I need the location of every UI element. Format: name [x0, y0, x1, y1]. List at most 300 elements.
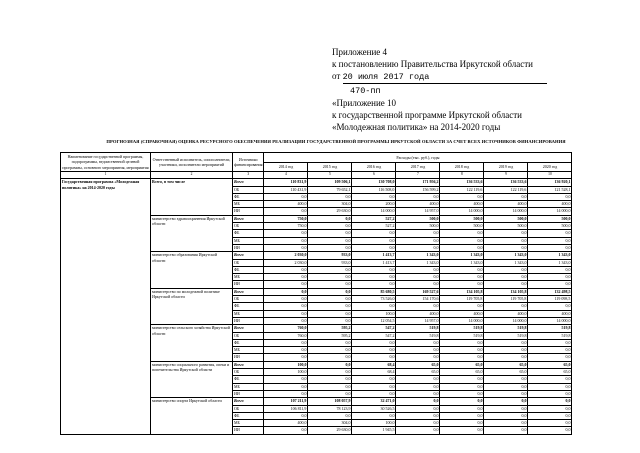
value-cell: 0,0: [352, 376, 396, 383]
value-cell: 0,0: [308, 412, 352, 419]
value-cell: 100,0: [264, 369, 308, 376]
value-cell: 0,0: [440, 339, 484, 346]
value-cell: 78 123,9: [308, 405, 352, 412]
value-cell: 119 705,8: [484, 296, 528, 303]
value-cell: 85 680,5: [352, 288, 396, 295]
value-cell: 0,0: [308, 303, 352, 310]
value-cell: 0,0: [308, 361, 352, 368]
value-cell: 169 527,6: [396, 288, 440, 295]
source-cell: МБ: [233, 237, 264, 244]
executor-cell: Всего, в том числе: [151, 179, 233, 215]
value-cell: 0,0: [440, 427, 484, 434]
value-cell: 0,0: [264, 383, 308, 390]
value-cell: 400,0: [396, 201, 440, 208]
value-cell: 500,0: [396, 223, 440, 230]
value-cell: 750,0: [264, 223, 308, 230]
value-cell: 0,0: [352, 347, 396, 354]
value-cell: 0,0: [440, 237, 484, 244]
source-cell: МБ: [233, 347, 264, 354]
source-cell: Всего: [233, 215, 264, 222]
table-body: [61, 179, 572, 434]
value-cell: 0,0: [440, 412, 484, 419]
value-cell: 0,0: [396, 303, 440, 310]
value-cell: 0,0: [308, 266, 352, 273]
appendix-number: Приложение 4: [332, 47, 388, 57]
resource-table: [60, 152, 572, 435]
value-cell: 519,8: [484, 325, 528, 332]
value-cell: 0,0: [484, 347, 528, 354]
value-cell: 0,0: [440, 281, 484, 288]
value-cell: 0,0: [396, 193, 440, 200]
value-cell: 0,0: [308, 390, 352, 397]
value-cell: 500,0: [484, 223, 528, 230]
decree-reference: к постановлению Правительства Иркутской области: [332, 59, 533, 69]
value-cell: 0,0: [484, 412, 528, 419]
value-cell: 400,0: [484, 201, 528, 208]
executor-cell: министерство образования Иркутской области: [151, 252, 233, 288]
year-header: 2017 год: [396, 162, 440, 172]
value-cell: 0,0: [396, 405, 440, 412]
source-cell: ФБ: [233, 193, 264, 200]
value-cell: 154 170,6: [396, 296, 440, 303]
value-cell: 0,0: [396, 266, 440, 273]
value-cell: 119 098,5: [528, 296, 572, 303]
value-cell: 500,0: [440, 223, 484, 230]
value-cell: 130 708,0: [352, 179, 396, 186]
value-cell: 0,0: [308, 354, 352, 361]
value-cell: 0,0: [528, 390, 572, 397]
value-cell: 760,0: [264, 332, 308, 339]
col-header-expenses: Расходы (тыс. руб.), годы: [264, 153, 572, 163]
col-header-source: Источники финансирования: [233, 153, 264, 172]
value-cell: 0,0: [484, 420, 528, 427]
value-cell: 0,0: [484, 266, 528, 273]
value-cell: 1 343,0: [396, 259, 440, 266]
program-reference: к государственной программе Иркутской области: [332, 110, 523, 120]
decree-number-line: [332, 84, 632, 97]
value-cell: 0,0: [528, 339, 572, 346]
value-cell: 106 811,9: [264, 405, 308, 412]
source-cell: ИИ: [233, 427, 264, 434]
value-cell: 595,2: [308, 332, 352, 339]
source-cell: ФБ: [233, 339, 264, 346]
year-header: 2020 год: [528, 162, 572, 172]
source-cell: ФБ: [233, 412, 264, 419]
value-cell: 136 533,6: [484, 179, 528, 186]
value-cell: 519,8: [396, 325, 440, 332]
value-cell: 29 630,0: [308, 427, 352, 434]
value-cell: 0,0: [396, 244, 440, 251]
value-cell: 100,0: [264, 361, 308, 368]
value-cell: 0,0: [396, 412, 440, 419]
value-cell: 500,0: [484, 215, 528, 222]
value-cell: 0,0: [440, 347, 484, 354]
value-cell: 0,0: [352, 281, 396, 288]
value-cell: 0,0: [484, 390, 528, 397]
value-cell: 122 119,6: [484, 186, 528, 193]
value-cell: 32 471,0: [352, 398, 396, 405]
value-cell: 0,0: [308, 288, 352, 295]
year-header: 2015 год: [308, 162, 352, 172]
value-cell: 1 343,0: [528, 252, 572, 259]
value-cell: 110 431,9: [264, 186, 308, 193]
value-cell: 65,0: [396, 369, 440, 376]
value-cell: 156 599,2: [396, 186, 440, 193]
value-cell: 547,2: [352, 325, 396, 332]
value-cell: 0,0: [308, 339, 352, 346]
column-index: 9: [484, 172, 528, 179]
value-cell: 519,8: [528, 325, 572, 332]
value-cell: 68,4: [352, 361, 396, 368]
source-cell: ФБ: [233, 230, 264, 237]
value-cell: 0,0: [352, 339, 396, 346]
value-cell: 500,0: [528, 223, 572, 230]
value-cell: 0,0: [308, 369, 352, 376]
value-cell: 0,0: [440, 193, 484, 200]
value-cell: 304,0: [308, 201, 352, 208]
value-cell: 0,0: [484, 230, 528, 237]
value-cell: 0,0: [528, 244, 572, 251]
value-cell: 0,0: [484, 274, 528, 281]
value-cell: 0,0: [440, 274, 484, 281]
table-row: [61, 179, 572, 186]
value-cell: 0,0: [528, 266, 572, 273]
column-index: 2: [151, 172, 233, 179]
value-cell: 171 956,2: [396, 179, 440, 186]
value-cell: 0,0: [396, 230, 440, 237]
column-index: 1: [61, 172, 151, 179]
value-cell: 500,0: [440, 215, 484, 222]
value-cell: 1 945,5: [352, 427, 396, 434]
source-cell: ОБ: [233, 259, 264, 266]
executor-cell: министерство сельского хозяйства Иркутской области: [151, 325, 233, 361]
value-cell: 134 105,8: [484, 288, 528, 295]
value-cell: 132 498,5: [528, 288, 572, 295]
executor-cell: министерство социального развития, опеки и попечительства Иркутской области: [151, 361, 233, 397]
source-cell: ОБ: [233, 405, 264, 412]
source-cell: ФБ: [233, 303, 264, 310]
decree-number: 470-пп: [350, 86, 381, 96]
value-cell: 0,0: [396, 339, 440, 346]
value-cell: 0,0: [264, 193, 308, 200]
value-cell: 0,0: [264, 296, 308, 303]
value-cell: 0,0: [308, 274, 352, 281]
value-cell: 0,0: [308, 230, 352, 237]
value-cell: 0,0: [440, 244, 484, 251]
value-cell: 0,0: [308, 383, 352, 390]
value-cell: 0,0: [484, 193, 528, 200]
col-header-executor: Ответственный исполнитель, соисполнители, участники, исполнители мероприятий: [151, 153, 233, 172]
value-cell: 100,0: [352, 420, 396, 427]
value-cell: 0,0: [308, 215, 352, 222]
value-cell: 65,0: [396, 361, 440, 368]
value-cell: 519,8: [484, 332, 528, 339]
value-cell: 500,0: [528, 215, 572, 222]
value-cell: 0,0: [352, 390, 396, 397]
value-cell: 0,0: [352, 303, 396, 310]
value-cell: 933,0: [308, 252, 352, 259]
value-cell: 0,0: [352, 354, 396, 361]
value-cell: 547,2: [352, 332, 396, 339]
program-name: «Молодежная политика» на 2014-2020 годы: [332, 122, 501, 132]
executor-cell: министерство по молодежной политике Иркутской области: [151, 288, 233, 324]
source-cell: Всего: [233, 361, 264, 368]
value-cell: 519,8: [396, 332, 440, 339]
source-cell: ИИ: [233, 390, 264, 397]
column-index: 6: [352, 172, 396, 179]
value-cell: 100,0: [352, 310, 396, 317]
value-cell: 0,0: [352, 383, 396, 390]
value-cell: 1 343,0: [484, 259, 528, 266]
value-cell: 0,0: [528, 237, 572, 244]
source-cell: ИИ: [233, 244, 264, 251]
value-cell: 0,0: [396, 274, 440, 281]
value-cell: 0,0: [264, 412, 308, 419]
source-cell: ОБ: [233, 369, 264, 376]
value-cell: 0,0: [440, 383, 484, 390]
value-cell: 14 000,0: [440, 208, 484, 215]
value-cell: 119 705,8: [440, 296, 484, 303]
value-cell: 0,0: [264, 281, 308, 288]
value-cell: 107 211,9: [264, 398, 308, 405]
value-cell: 0,0: [264, 310, 308, 317]
value-cell: 0,0: [528, 274, 572, 281]
value-cell: 500,0: [396, 215, 440, 222]
decree-header: [332, 46, 632, 133]
column-index: 5: [308, 172, 352, 179]
value-cell: 1 343,0: [440, 252, 484, 259]
value-cell: 0,0: [352, 244, 396, 251]
value-cell: 0,0: [308, 317, 352, 324]
source-cell: ФБ: [233, 266, 264, 273]
value-cell: 73 526,0: [352, 296, 396, 303]
value-cell: 1 343,0: [484, 252, 528, 259]
value-cell: 0,0: [264, 288, 308, 295]
value-cell: 12 054,5: [352, 317, 396, 324]
year-header: 2014 год: [264, 162, 308, 172]
column-index: 7: [396, 172, 440, 179]
year-header: 2018 год: [440, 162, 484, 172]
value-cell: 0,0: [528, 193, 572, 200]
value-cell: 0,0: [528, 347, 572, 354]
value-cell: 0,0: [484, 244, 528, 251]
value-cell: 0,0: [264, 390, 308, 397]
column-index: 10: [528, 172, 572, 179]
value-cell: 0,0: [528, 398, 572, 405]
source-cell: Всего: [233, 288, 264, 295]
value-cell: 0,0: [440, 354, 484, 361]
value-cell: 0,0: [308, 347, 352, 354]
value-cell: 0,0: [484, 281, 528, 288]
value-cell: 400,0: [440, 310, 484, 317]
value-cell: 0,0: [308, 193, 352, 200]
value-cell: 0,0: [396, 347, 440, 354]
value-cell: 0,0: [396, 354, 440, 361]
value-cell: 0,0: [264, 266, 308, 273]
value-cell: 400,0: [484, 310, 528, 317]
value-cell: 110 831,9: [264, 179, 308, 186]
value-cell: 0,0: [264, 347, 308, 354]
value-cell: 108 057,9: [308, 398, 352, 405]
value-cell: 0,0: [264, 376, 308, 383]
value-cell: 200,0: [352, 201, 396, 208]
column-index: 4: [264, 172, 308, 179]
value-cell: 0,0: [396, 376, 440, 383]
program-appendix: «Приложение 10: [332, 98, 397, 108]
value-cell: 0,0: [528, 230, 572, 237]
value-cell: 0,0: [528, 412, 572, 419]
value-cell: 0,0: [440, 420, 484, 427]
value-cell: 750,0: [264, 215, 308, 222]
value-cell: 0,0: [396, 420, 440, 427]
value-cell: 65,0: [528, 369, 572, 376]
value-cell: 400,0: [440, 201, 484, 208]
column-index: 3: [233, 172, 264, 179]
value-cell: 136 920,1: [528, 179, 572, 186]
value-cell: 0,0: [528, 281, 572, 288]
source-cell: ИИ: [233, 281, 264, 288]
value-cell: 0,0: [440, 390, 484, 397]
value-cell: 933,0: [308, 259, 352, 266]
source-cell: ИИ: [233, 317, 264, 324]
value-cell: 0,0: [308, 281, 352, 288]
value-cell: 0,0: [484, 354, 528, 361]
value-cell: 0,0: [396, 383, 440, 390]
value-cell: 304,0: [308, 420, 352, 427]
value-cell: 30 526,5: [352, 405, 396, 412]
decree-date-line: [332, 70, 632, 84]
value-cell: 0,0: [484, 383, 528, 390]
source-cell: ИИ: [233, 354, 264, 361]
value-cell: 0,0: [264, 230, 308, 237]
decree-date: 20 июля 2017 года: [342, 72, 430, 82]
value-cell: 1 343,0: [440, 259, 484, 266]
value-cell: 0,0: [484, 303, 528, 310]
value-cell: 0,0: [440, 398, 484, 405]
value-cell: 0,0: [264, 427, 308, 434]
value-cell: 0,0: [440, 303, 484, 310]
value-cell: 519,8: [440, 332, 484, 339]
source-cell: МБ: [233, 383, 264, 390]
value-cell: 121 528,1: [528, 186, 572, 193]
col-header-program: Наименование государственной программы, подпрограммы, ведомственной целевой программы, основного мероприятия, мероприятия: [62, 153, 149, 170]
program-cell: Государственная программа «Молодежная политика» на 2014-2020 годы: [61, 179, 151, 434]
value-cell: 2 030,0: [264, 252, 308, 259]
year-header: 2019 год: [484, 162, 528, 172]
source-cell: ФБ: [233, 376, 264, 383]
value-cell: 400,0: [264, 201, 308, 208]
source-cell: МБ: [233, 310, 264, 317]
value-cell: 0,0: [528, 303, 572, 310]
value-cell: 0,0: [264, 317, 308, 324]
source-cell: Всего: [233, 325, 264, 332]
value-cell: 29 630,0: [308, 208, 352, 215]
value-cell: 0,0: [264, 274, 308, 281]
value-cell: 1 343,0: [528, 259, 572, 266]
value-cell: 0,0: [440, 266, 484, 273]
value-cell: 760,0: [264, 325, 308, 332]
value-cell: 0,0: [440, 405, 484, 412]
document-title: ПРОГНОЗНАЯ (СПРАВОЧНАЯ) ОЦЕНКА РЕСУРСНОГО ОБЕСПЕЧЕНИЯ РЕАЛИЗАЦИИ ГОСУДАРСТВЕННОЙ ПРОГРАММЫ ИРКУТСКОЙ ОБЛАСТИ ЗА СЧЕТ ВСЕХ ИСТОЧНИКОВ ФИНАНСИРОВАНИЯ: [106, 139, 566, 144]
value-cell: 0,0: [484, 237, 528, 244]
value-cell: 65,0: [440, 369, 484, 376]
value-cell: 0,0: [264, 339, 308, 346]
value-cell: 14 957,0: [396, 208, 440, 215]
year-header: 2016 год: [352, 162, 396, 172]
value-cell: 400,0: [264, 420, 308, 427]
value-cell: 0,0: [484, 376, 528, 383]
value-cell: 0,0: [352, 193, 396, 200]
value-cell: 14 000,0: [484, 317, 528, 324]
value-cell: 0,0: [264, 237, 308, 244]
value-cell: 122 119,6: [440, 186, 484, 193]
value-cell: 0,0: [308, 376, 352, 383]
value-cell: 0,0: [264, 244, 308, 251]
value-cell: 0,0: [352, 274, 396, 281]
source-cell: Всего: [233, 179, 264, 186]
value-cell: 1 343,0: [396, 252, 440, 259]
value-cell: 0,0: [440, 376, 484, 383]
value-cell: 0,0: [352, 230, 396, 237]
value-cell: 14 000,0: [440, 317, 484, 324]
column-index-row: [61, 172, 572, 179]
value-cell: 400,0: [528, 310, 572, 317]
value-cell: 136 533,6: [440, 179, 484, 186]
value-cell: 0,0: [308, 237, 352, 244]
value-cell: 0,0: [484, 427, 528, 434]
source-cell: МБ: [233, 420, 264, 427]
value-cell: 519,8: [528, 332, 572, 339]
value-cell: 1 413,7: [352, 259, 396, 266]
value-cell: 0,0: [308, 296, 352, 303]
value-cell: 0,0: [308, 310, 352, 317]
value-cell: 519,8: [440, 325, 484, 332]
value-cell: 0,0: [396, 427, 440, 434]
value-cell: 0,0: [352, 266, 396, 273]
source-cell: ОБ: [233, 186, 264, 193]
source-cell: Всего: [233, 252, 264, 259]
date-prefix: от: [332, 71, 341, 81]
value-cell: 65,0: [484, 369, 528, 376]
value-cell: 14 000,0: [528, 208, 572, 215]
value-cell: 0,0: [528, 420, 572, 427]
value-cell: 14 000,0: [352, 208, 396, 215]
value-cell: 2 030,0: [264, 259, 308, 266]
value-cell: 0,0: [528, 354, 572, 361]
value-cell: 0,0: [528, 405, 572, 412]
value-cell: 0,0: [528, 376, 572, 383]
source-cell: МБ: [233, 274, 264, 281]
value-cell: 0,0: [308, 244, 352, 251]
value-cell: 14 000,0: [484, 208, 528, 215]
value-cell: 79 652,1: [308, 186, 352, 193]
value-cell: 0,0: [484, 339, 528, 346]
value-cell: 0,0: [352, 412, 396, 419]
value-cell: 527,2: [352, 215, 396, 222]
value-cell: 0,0: [264, 208, 308, 215]
value-cell: 0,0: [352, 237, 396, 244]
value-cell: 0,0: [308, 223, 352, 230]
value-cell: 0,0: [264, 303, 308, 310]
value-cell: 14 957,0: [396, 317, 440, 324]
value-cell: 0,0: [528, 427, 572, 434]
value-cell: 0,0: [396, 398, 440, 405]
source-cell: МБ: [233, 201, 264, 208]
value-cell: 65,0: [528, 361, 572, 368]
source-cell: ОБ: [233, 223, 264, 230]
value-cell: 0,0: [396, 281, 440, 288]
source-cell: ОБ: [233, 332, 264, 339]
